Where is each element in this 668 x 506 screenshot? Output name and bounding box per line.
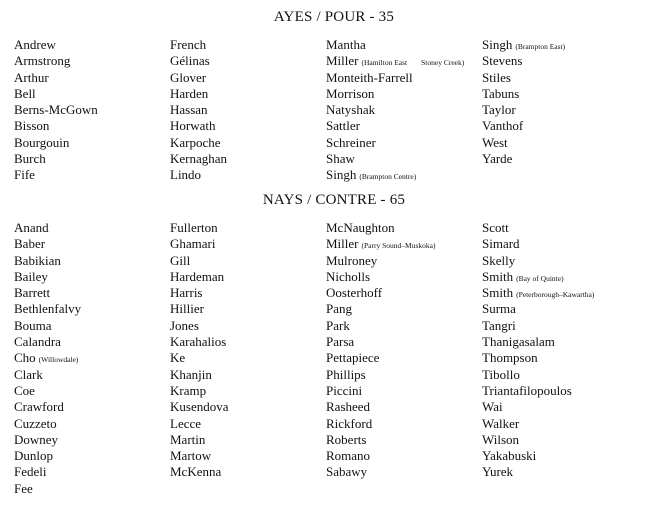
nays-member: [14, 301, 174, 317]
member-name: West: [482, 134, 508, 150]
nays-member: [14, 236, 174, 252]
member-name: Harden: [170, 85, 209, 101]
nays-member: [14, 432, 174, 448]
member-name: Babikian: [14, 252, 61, 268]
nays-member: [170, 367, 330, 383]
member-name: Nicholls: [326, 268, 371, 284]
nays-member: [326, 383, 486, 399]
nays-member: [326, 285, 486, 301]
riding-qualifier: Stoney Creek): [421, 58, 465, 68]
ayes-member: [14, 135, 174, 151]
ayes-member: [14, 70, 174, 86]
member-name: Coe: [14, 382, 35, 398]
nays-member: [14, 481, 174, 497]
nays-member: [14, 269, 174, 285]
nays-member: [482, 448, 642, 464]
member-name: Bouma: [14, 317, 52, 333]
ayes-member: [170, 102, 330, 118]
member-name: Cho: [14, 350, 36, 366]
member-name: Karpoche: [170, 134, 221, 150]
nays-member: [14, 383, 174, 399]
member-name: Baber: [14, 236, 46, 252]
nays-member: [14, 253, 174, 269]
member-name: McKenna: [170, 464, 222, 480]
riding-qualifier: (Willowdale): [38, 355, 79, 365]
ayes-member: [482, 53, 642, 69]
member-name: Singh: [482, 37, 513, 52]
member-name: Bailey: [14, 268, 48, 284]
nays-member: [482, 269, 642, 285]
ayes-member: [14, 167, 174, 183]
member-name: Karahalios: [170, 334, 227, 350]
nays-column-3: [326, 220, 486, 481]
nays-member: [326, 220, 486, 236]
member-name: Barrett: [14, 285, 51, 301]
nays-member: [170, 432, 330, 448]
ayes-heading: AYES / POUR - 35: [273, 9, 395, 25]
member-name: Smith: [482, 268, 514, 284]
member-name: Bourgouin: [14, 134, 70, 150]
nays-member: [170, 350, 330, 366]
nays-member: [14, 399, 174, 415]
member-name: Thompson: [482, 350, 538, 366]
member-name: Kernaghan: [170, 151, 228, 167]
member-name: Wilson: [482, 431, 520, 447]
nays-column-1: [14, 220, 174, 497]
member-name: Hassan: [170, 102, 208, 118]
member-name: Fee: [14, 480, 33, 496]
ayes-member: [170, 37, 330, 53]
nays-member: [170, 383, 330, 399]
ayes-member: [326, 135, 486, 151]
ayes-member: [482, 86, 642, 102]
member-name: Fife: [14, 167, 35, 183]
nays-member: [326, 269, 486, 285]
member-name: Phillips: [326, 366, 366, 382]
nays-member: [170, 269, 330, 285]
nays-member: [482, 367, 642, 383]
ayes-member: [14, 53, 174, 69]
nays-member: [14, 416, 174, 432]
member-name: Glover: [170, 69, 207, 85]
member-name: Mantha: [326, 37, 366, 52]
member-name: Shaw: [326, 151, 355, 167]
member-name: Martow: [170, 448, 212, 464]
member-name: Anand: [14, 220, 49, 235]
nays-member: [170, 464, 330, 480]
member-name: Sattler: [326, 118, 360, 134]
member-name: Parsa: [326, 334, 355, 350]
nays-member: [482, 220, 642, 236]
member-name: McNaughton: [326, 220, 395, 235]
member-name: Natyshak: [326, 102, 376, 118]
member-name: Surma: [482, 301, 516, 317]
nays-member: [326, 301, 486, 317]
riding-qualifier: (Parry Sound–Muskoka): [361, 241, 436, 251]
member-name: Armstrong: [14, 53, 71, 69]
member-name: Morrison: [326, 85, 375, 101]
member-name: Stevens: [482, 53, 523, 69]
ayes-member: [14, 37, 174, 53]
nays-member: [482, 416, 642, 432]
ayes-member: [326, 102, 486, 118]
nays-member: [14, 448, 174, 464]
member-name: Roberts: [326, 431, 367, 447]
member-name: Schreiner: [326, 134, 376, 150]
member-name: Wai: [482, 399, 503, 415]
ayes-column-3: [326, 37, 486, 184]
member-name: Bell: [14, 85, 36, 101]
member-name: Fullerton: [170, 220, 218, 235]
member-name: Triantafilopoulos: [482, 382, 572, 398]
member-name: Rasheed: [326, 399, 371, 415]
nays-member: [14, 350, 174, 366]
nays-member: [170, 416, 330, 432]
nays-member: [326, 448, 486, 464]
ayes-member: [326, 70, 486, 86]
member-name: Martin: [170, 431, 206, 447]
member-name: Yakabuski: [482, 448, 537, 464]
nays-member: [482, 253, 642, 269]
riding-qualifier: (Brampton East): [515, 42, 566, 51]
member-name: Bethlenfalvy: [14, 301, 82, 317]
nays-member: [482, 236, 642, 252]
member-name: Tabuns: [482, 85, 520, 101]
riding-qualifier: (Hamilton East: [361, 58, 408, 68]
member-name: Burch: [14, 151, 46, 167]
ayes-member: [482, 135, 642, 151]
ayes-member: [170, 53, 330, 69]
member-name: Sabawy: [326, 464, 368, 480]
ayes-column-2: [170, 37, 330, 184]
ayes-column-1: [14, 37, 174, 184]
nays-member: [482, 383, 642, 399]
member-name: Arthur: [14, 69, 49, 85]
ayes-member: [326, 151, 486, 167]
member-name: Pettapiece: [326, 350, 380, 366]
member-name: Singh: [326, 167, 357, 183]
nays-member: [482, 350, 642, 366]
nays-member: [326, 464, 486, 480]
member-name: Oosterhoff: [326, 285, 383, 301]
nays-member: [170, 318, 330, 334]
member-name: Piccini: [326, 382, 363, 398]
member-name: Berns-McGown: [14, 102, 98, 118]
nays-member: [170, 399, 330, 415]
member-name: French: [170, 37, 207, 52]
nays-member: [482, 301, 642, 317]
member-name: Vanthof: [482, 118, 524, 134]
nays-member: [482, 285, 642, 301]
member-name: Monteith-Farrell: [326, 69, 413, 85]
nays-member: [326, 399, 486, 415]
nays-member: [326, 334, 486, 350]
nays-member: [170, 285, 330, 301]
ayes-member: [14, 151, 174, 167]
member-name: Tangri: [482, 317, 516, 333]
member-name: Dunlop: [14, 448, 53, 464]
nays-member: [482, 318, 642, 334]
riding-qualifier: (Brampton Centre): [359, 172, 417, 182]
ayes-column-4: [482, 37, 642, 167]
nays-member: [170, 334, 330, 350]
member-name: Gélinas: [170, 53, 210, 69]
member-name: Hillier: [170, 301, 204, 317]
nays-column-2: [170, 220, 330, 481]
nays-member: [326, 350, 486, 366]
nays-member: [482, 399, 642, 415]
ayes-member: [326, 167, 486, 183]
member-name: Yurek: [482, 464, 514, 480]
member-name: Calandra: [14, 334, 61, 350]
member-name: Fedeli: [14, 464, 47, 480]
member-name: Rickford: [326, 415, 373, 431]
member-name: Tibollo: [482, 366, 520, 382]
member-name: Cuzzeto: [14, 415, 57, 431]
member-name: Romano: [326, 448, 371, 464]
member-name: Harris: [170, 285, 203, 301]
member-name: Downey: [14, 431, 59, 447]
riding-qualifier: (Peterborough–Kawartha): [516, 290, 595, 300]
ayes-member: [14, 86, 174, 102]
nays-member: [326, 367, 486, 383]
member-name: Bisson: [14, 118, 50, 134]
member-name: Skelly: [482, 252, 516, 268]
ayes-member: [482, 118, 642, 134]
ayes-member: [482, 37, 642, 53]
nays-member: [14, 334, 174, 350]
nays-member: [482, 334, 642, 350]
ayes-member: [326, 37, 486, 53]
member-name: Clark: [14, 366, 43, 382]
ayes-member: [170, 86, 330, 102]
member-name: Stiles: [482, 69, 511, 85]
member-name: Miller: [326, 53, 359, 69]
nays-member: [14, 318, 174, 334]
ayes-member: [326, 86, 486, 102]
nays-member: [326, 318, 486, 334]
member-name: Simard: [482, 236, 520, 252]
member-name: Horwath: [170, 118, 216, 134]
member-name: Smith: [482, 285, 514, 301]
member-name: Ghamari: [170, 236, 216, 252]
ayes-member: [326, 53, 486, 69]
ayes-member: [326, 118, 486, 134]
member-name: Walker: [482, 415, 520, 431]
nays-member: [326, 236, 486, 252]
member-name: Hardeman: [170, 268, 225, 284]
member-name: Park: [326, 317, 350, 333]
nays-member: [14, 464, 174, 480]
member-name: Kramp: [170, 382, 207, 398]
member-name: Jones: [170, 317, 199, 333]
nays-heading: NAYS / CONTRE - 65: [262, 192, 406, 208]
member-name: Miller: [326, 236, 359, 252]
ayes-member: [482, 70, 642, 86]
nays-member: [170, 236, 330, 252]
nays-member: [14, 367, 174, 383]
nays-member: [170, 253, 330, 269]
member-name: Taylor: [482, 102, 516, 118]
member-name: Mulroney: [326, 252, 378, 268]
ayes-member: [170, 118, 330, 134]
riding-qualifier: (Bay of Quinte): [516, 273, 564, 283]
nays-member: [14, 220, 174, 236]
member-name: Andrew: [14, 37, 56, 52]
ayes-member: [14, 118, 174, 134]
member-name: Gill: [170, 252, 191, 268]
member-name: Pang: [326, 301, 352, 317]
nays-member: [326, 253, 486, 269]
nays-member: [482, 464, 642, 480]
nays-member: [326, 432, 486, 448]
ayes-member: [482, 151, 642, 167]
ayes-member: [170, 70, 330, 86]
nays-column-4: [482, 220, 642, 481]
ayes-member: [170, 167, 330, 183]
ayes-member: [170, 151, 330, 167]
nays-member: [482, 432, 642, 448]
nays-member: [170, 301, 330, 317]
nays-member: [170, 220, 330, 236]
ayes-member: [170, 135, 330, 151]
ayes-member: [482, 102, 642, 118]
member-name: Ke: [170, 350, 186, 366]
member-name: Thanigasalam: [482, 334, 555, 350]
member-name: Crawford: [14, 399, 64, 415]
nays-member: [326, 416, 486, 432]
member-name: Lindo: [170, 167, 202, 183]
nays-member: [170, 448, 330, 464]
member-name: Lecce: [170, 415, 202, 431]
member-name: Yarde: [482, 151, 513, 167]
ayes-member: [14, 102, 174, 118]
member-name: Scott: [482, 220, 509, 235]
nays-member: [14, 285, 174, 301]
member-name: Khanjin: [170, 366, 212, 382]
member-name: Kusendova: [170, 399, 229, 415]
